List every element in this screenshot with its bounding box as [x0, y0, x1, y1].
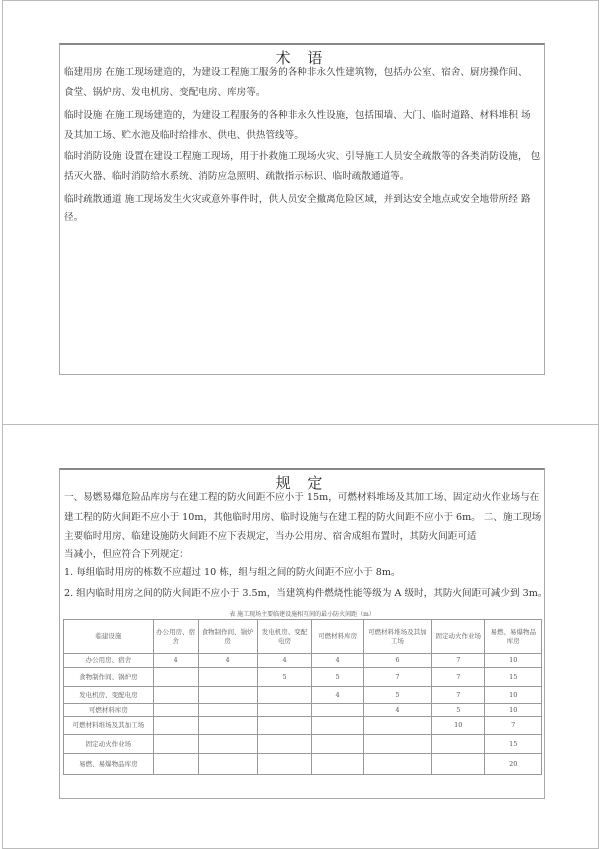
terms-title: 术 语 [275, 49, 329, 67]
table-cell: 固定动火作业场 [432, 620, 485, 654]
table-cell [257, 754, 312, 775]
table-cell [198, 668, 257, 687]
table-caption: 表 施工现场主要临建设施相互间的最小防火间距（m） [229, 611, 375, 618]
table-row [64, 654, 542, 668]
table-cell: 可燃材料堆场及其加工场 [64, 717, 154, 735]
table-cell [153, 735, 198, 754]
rules-line: 建工程的防火间距不应小于 10m，其他临时用房、临时设施与在建工程的防火间距不应小于 6m。 二、施工现场 [64, 512, 542, 523]
fire-distance-table [63, 619, 542, 775]
table-cell: 10 [432, 717, 485, 735]
table-cell: 6 [363, 654, 431, 668]
table-cell [312, 754, 363, 775]
table-cell [312, 735, 363, 754]
table-cell: 4 [198, 654, 257, 668]
table-cell [257, 687, 312, 704]
table-cell [363, 754, 431, 775]
table-cell: 5 [257, 668, 312, 687]
table-cell: 7 [432, 668, 485, 687]
table-cell [363, 717, 431, 735]
terms-line: 括灭火器、临时消防给水系统、消防应急照明、疏散指示标识、临时疏散通道等。 [64, 171, 410, 182]
table-cell [312, 717, 363, 735]
rules-section [59, 468, 548, 799]
table-cell [153, 687, 198, 704]
rules-line: 2. 组内临时用房之间的防火间距不应小于 3.5m，当建筑构件燃烧性能等级为 A 级时，其防火间距可减少到 3m。 [64, 588, 548, 599]
table-cell: 5 [363, 687, 431, 704]
table-cell: 办公用房、宿舍 [153, 620, 198, 654]
table-cell: 4 [153, 654, 198, 668]
table-cell [153, 668, 198, 687]
table-cell: 食物制作间、锅炉房 [198, 620, 257, 654]
table-cell: 发电机房、变配电房 [64, 687, 154, 704]
terms-line: 径。 [64, 212, 84, 223]
rules-line: 当减小，但应符合下列规定： [64, 549, 189, 560]
table-cell: 15 [485, 735, 542, 754]
table-cell [257, 717, 312, 735]
table-cell [198, 754, 257, 775]
table-cell: 发电机房、变配电房 [257, 620, 312, 654]
table-cell: 临建设施 [64, 620, 154, 654]
table-cell [198, 704, 257, 717]
table-cell: 4 [363, 704, 431, 717]
table-cell: 4 [312, 687, 363, 704]
rules-line: 1. 每组临时用房的栋数不应超过 10 栋，组与组之间的防火间距不应小于 8m。 [64, 567, 401, 578]
table-row [64, 735, 542, 754]
page-1 [2, 0, 599, 425]
table-row [64, 717, 542, 735]
table-cell: 可燃材料堆场及其加工场 [363, 620, 431, 654]
table-cell [198, 717, 257, 735]
table-row [64, 668, 542, 687]
table-cell: 20 [485, 754, 542, 775]
table-cell [257, 704, 312, 717]
table-cell: 易燃、易爆物品库房 [485, 620, 542, 654]
table-header-row [64, 620, 542, 654]
table-cell: 7 [363, 668, 431, 687]
table-row [64, 704, 542, 717]
table-cell: 15 [485, 668, 542, 687]
table-cell: 7 [485, 717, 542, 735]
table-cell [312, 704, 363, 717]
table-cell: 可燃材料库房 [312, 620, 363, 654]
table-cell: 食物制作间、锅炉房 [64, 668, 154, 687]
table-cell: 可燃材料库房 [64, 704, 154, 717]
table-cell [257, 735, 312, 754]
table-cell: 7 [432, 687, 485, 704]
table-cell: 办公用房、宿舍 [64, 654, 154, 668]
table-cell: 5 [432, 704, 485, 717]
table-cell [153, 704, 198, 717]
table-cell: 7 [432, 654, 485, 668]
table-cell [432, 735, 485, 754]
table-cell: 10 [485, 654, 542, 668]
terms-line: 食堂、锅炉房、发电机房、变配电房、库房等。 [64, 87, 266, 98]
terms-line: 临建用房 在施工现场建造的，为建设工程施工服务的各种非永久性建筑物，包括办公室、宿舍、厨房操作间、 [64, 67, 528, 78]
table-cell [432, 754, 485, 775]
terms-section [59, 43, 545, 375]
table-cell [198, 735, 257, 754]
table-cell: 4 [312, 654, 363, 668]
terms-line: 临时消防设施 设置在建设工程施工现场，用于扑救施工现场火灾、引导施工人员安全疏散等的各类消防设施， 包 [64, 151, 541, 162]
table-cell [198, 687, 257, 704]
table-cell: 固定动火作业场 [64, 735, 154, 754]
page-2 [2, 424, 599, 849]
table-row [64, 687, 542, 704]
rules-title: 规 定 [275, 474, 329, 492]
rules-line: 一、易燃易爆危险品库房与在建工程的防火间距不应小于 15m，可燃材料堆场及其加工场、固定动火作业场与在 [64, 492, 540, 503]
table-row [64, 754, 542, 775]
terms-line: 及其加工场、贮水池及临时给排水、供电、供热管线等。 [64, 130, 304, 141]
table-cell: 5 [312, 668, 363, 687]
table-cell: 易燃、易爆物品库房 [64, 754, 154, 775]
table-cell: 10 [485, 687, 542, 704]
table-cell [153, 717, 198, 735]
table-cell: 4 [257, 654, 312, 668]
table-cell: 10 [485, 704, 542, 717]
rules-line: 主要临时用房、临建设施防火间距不应下表规定，当办公用房、宿舍成组布置时，其防火间距可适 [64, 531, 477, 542]
table-cell [363, 735, 431, 754]
terms-line: 临时疏散通道 施工现场发生火灾或意外事件时，供人员安全撤离危险区域，并到达安全地点或安全地带所经 路 [64, 194, 531, 205]
table-cell [153, 754, 198, 775]
terms-line: 临时设施 在施工现场建造的，为建设工程服务的各种非永久性设施，包括围墙、大门、临时道路、材料堆积 场 [64, 110, 531, 121]
